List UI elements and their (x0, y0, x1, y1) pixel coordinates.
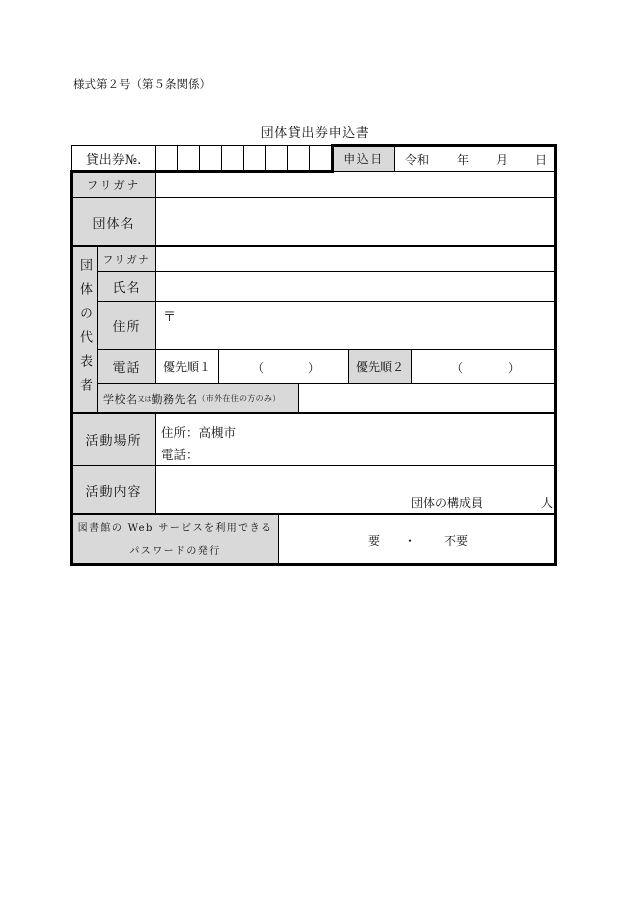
outline-top-right (331, 144, 557, 147)
card-number-digit-box (309, 145, 332, 172)
activity-content-label: 活動内容 (71, 465, 156, 515)
card-number-digit-box (243, 145, 266, 172)
representative-furigana-field (155, 246, 557, 272)
representative-furigana-label: フリガナ (97, 246, 156, 272)
application-date-label: 申込日 (332, 145, 395, 172)
application-date-field (394, 145, 557, 172)
form-title: 団体貸出券申込書 (260, 126, 370, 141)
representative-address-field (155, 301, 557, 350)
section-divider (70, 245, 557, 247)
card-number-digit-box (155, 145, 178, 172)
group-name-label: 団体名 (71, 197, 156, 247)
workplace-field (298, 383, 557, 414)
date-year-unit: 年 (457, 153, 470, 167)
date-month-unit: 月 (496, 153, 509, 167)
outline-top-left (70, 170, 334, 173)
outline-bottom (70, 563, 557, 566)
representative-section-text: 団体の代表者 (77, 258, 92, 402)
password-not-required-option: 不要 (444, 534, 469, 548)
priority-1-phone-field (218, 349, 349, 384)
activity-place-address: 住所：高槻市 (161, 425, 237, 440)
workplace-label-or: 又は (137, 394, 152, 403)
representative-section-label (71, 246, 98, 414)
members-label: 団体の構成員 (411, 496, 484, 510)
date-era: 令和 (405, 153, 430, 167)
priority-2-phone-field (411, 349, 557, 384)
workplace-label-school: 学校名 (103, 392, 138, 406)
representative-address-label: 住所 (97, 301, 156, 350)
priority-2-label: 優先順２ (348, 349, 412, 384)
members-unit: 人 (541, 496, 554, 510)
password-choice-field (278, 514, 557, 566)
card-number-digit-box (287, 145, 310, 172)
postal-mark: 〒 (163, 310, 177, 325)
form-number: 様式第２号（第５条関係） (73, 77, 211, 91)
card-number-digit-box (221, 145, 244, 172)
group-furigana-label: フリガナ (71, 171, 156, 198)
workplace-label (97, 383, 299, 414)
activity-place-field (155, 413, 557, 466)
section-divider (70, 412, 557, 414)
section-divider (70, 513, 557, 515)
password-required-option: 要 (368, 534, 381, 548)
date-day-unit: 日 (535, 153, 548, 167)
priority-1-label: 優先順１ (155, 349, 219, 384)
password-label-line-1: 図書館の Web サービスを利用できる (77, 523, 273, 534)
paren-close: ） (308, 361, 321, 375)
outline-right (554, 144, 557, 566)
activity-place-phone: 電話： (161, 447, 199, 462)
password-label-line-2: パスワードの発行 (129, 546, 221, 557)
password-label (71, 514, 279, 566)
paren-open: （ (451, 361, 464, 375)
card-number-label: 貸出券№. (71, 145, 156, 172)
workplace-label-workplace: 勤務先名 (151, 392, 198, 406)
representative-name-field (155, 271, 557, 302)
outline-left (70, 170, 73, 566)
outline-step-vertical (331, 144, 334, 173)
card-number-digit-box (199, 145, 222, 172)
password-option-separator: ・ (404, 534, 417, 548)
group-name-field (155, 197, 557, 247)
activity-content-field (155, 465, 557, 515)
activity-place-label: 活動場所 (71, 413, 156, 466)
representative-phone-label: 電話 (97, 349, 156, 384)
paren-close: ） (508, 361, 521, 375)
paren-open: （ (252, 361, 265, 375)
card-number-digit-box (265, 145, 288, 172)
representative-name-label: 氏名 (97, 271, 156, 302)
card-number-digit-box (177, 145, 200, 172)
group-furigana-field (155, 171, 557, 198)
workplace-label-note: （市外在住の方のみ） (197, 394, 281, 403)
